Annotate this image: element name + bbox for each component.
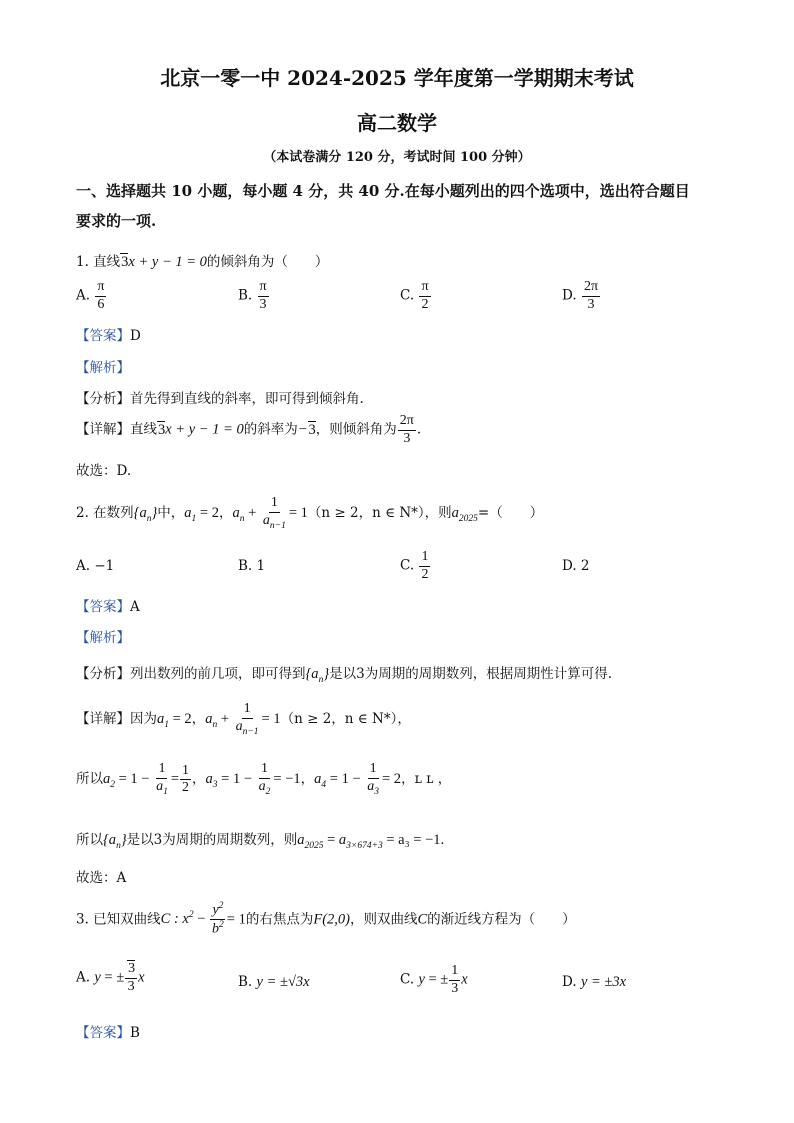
q2-option-b[interactable]: B. 1 — [238, 558, 266, 574]
q3-answer: 【答案】B — [76, 1025, 140, 1041]
q1-option-c[interactable]: C. $\frac{\pi}{2}$ — [400, 279, 429, 312]
q3-option-a[interactable]: A. y = ± $\frac{3}{3}$ x — [76, 961, 145, 994]
q2-option-a[interactable]: A. −1 — [76, 558, 115, 574]
q1-analysis-label: 【解析】 — [76, 360, 130, 376]
q1-stem: 1. 直线3x + y − 1 = 0的倾斜角为（ ） — [76, 254, 329, 270]
q1-choose: 故选：D. — [76, 463, 132, 479]
section-heading-line1: 一、选择题共 10 小题，每小题 4 分，共 40 分.在每小题列出的四个选项中，选出符合题目 — [76, 182, 690, 200]
q3-option-b[interactable]: B. y = ±√3x — [238, 974, 310, 990]
q2-analysis-label: 【解析】 — [76, 630, 130, 646]
q2-answer: 【答案】A — [76, 599, 140, 615]
q2-fenxi: 【分析】列出数列的前几项，即可得到$\{a_n\}$是以3为周期的周期数列，根据周期性计算可得. — [76, 666, 613, 685]
q1-option-b[interactable]: B. $\frac{\pi}{3}$ — [238, 279, 267, 312]
exam-subtitle: 高二数学 — [357, 111, 437, 135]
exam-title: 北京一零一中 2024-2025 学年度第一学期期末考试 — [160, 66, 634, 90]
exam-note: （本试卷满分 120 分，考试时间 100 分钟） — [263, 150, 531, 165]
q1-option-a[interactable]: A. $\frac{\pi}{6}$ — [76, 279, 105, 312]
q2-stem: 2. 在数列$\{a_n\}$中，$a_1 = 2$，$a_n$ + $\frac{1}{a_{n-1}}$ = 1（n ≥ 2，n ∈ N*），则$a_{2025}=$（ ） — [76, 495, 544, 531]
q3-option-d[interactable]: D. y = ±3x — [562, 974, 627, 990]
q1-answer: 【答案】D — [76, 328, 141, 344]
q1-fenxi: 【分析】首先得到直线的斜率，即可得到倾斜角. — [76, 391, 364, 407]
q2-derivation-2: 所以$\{a_n\}$是以3为周期的周期数列，则$a_{2025} = a_{3\times 674+3} = a_3 = -1$. — [76, 832, 445, 851]
q1-detail: 【详解】直线3x + y − 1 = 0的斜率为−3，则倾斜角为 $\frac{2\pi}{3}$ . — [76, 413, 422, 446]
q3-option-c[interactable]: C. y = ± $\frac{1}{3}$ x — [400, 963, 468, 996]
section-heading-line2: 要求的一项. — [76, 212, 157, 230]
q2-option-d[interactable]: D. 2 — [562, 558, 590, 574]
q2-choose: 故选：A — [76, 870, 127, 886]
q2-derivation-1: 所以$a_2 = 1$ − $\frac{1}{a_1}$ = $\frac{1}{2}$ ，$a_3 = 1$ − $\frac{1}{a_2}$ = −1，$a_4 = 1$ − $\frac{1}{a_3}$ = 2，ʟ ʟ ， — [76, 761, 452, 797]
q2-detail: 【详解】因为$a_1 = 2$，$a_n$ + $\frac{1}{a_{n-1}}$ = 1（n ≥ 2，n ∈ N*）， — [76, 701, 411, 737]
q3-stem: 3. 已知双曲线C : $x^2$ − $\frac{y^2}{b^2}$ = 1的右焦点为F(2,0)，则双曲线C的渐近线方程为（ ） — [76, 901, 576, 937]
q1-option-d[interactable]: D. $\frac{2\pi}{3}$ — [562, 279, 599, 312]
q2-option-c[interactable]: C. $\frac{1}{2}$ — [400, 549, 429, 582]
